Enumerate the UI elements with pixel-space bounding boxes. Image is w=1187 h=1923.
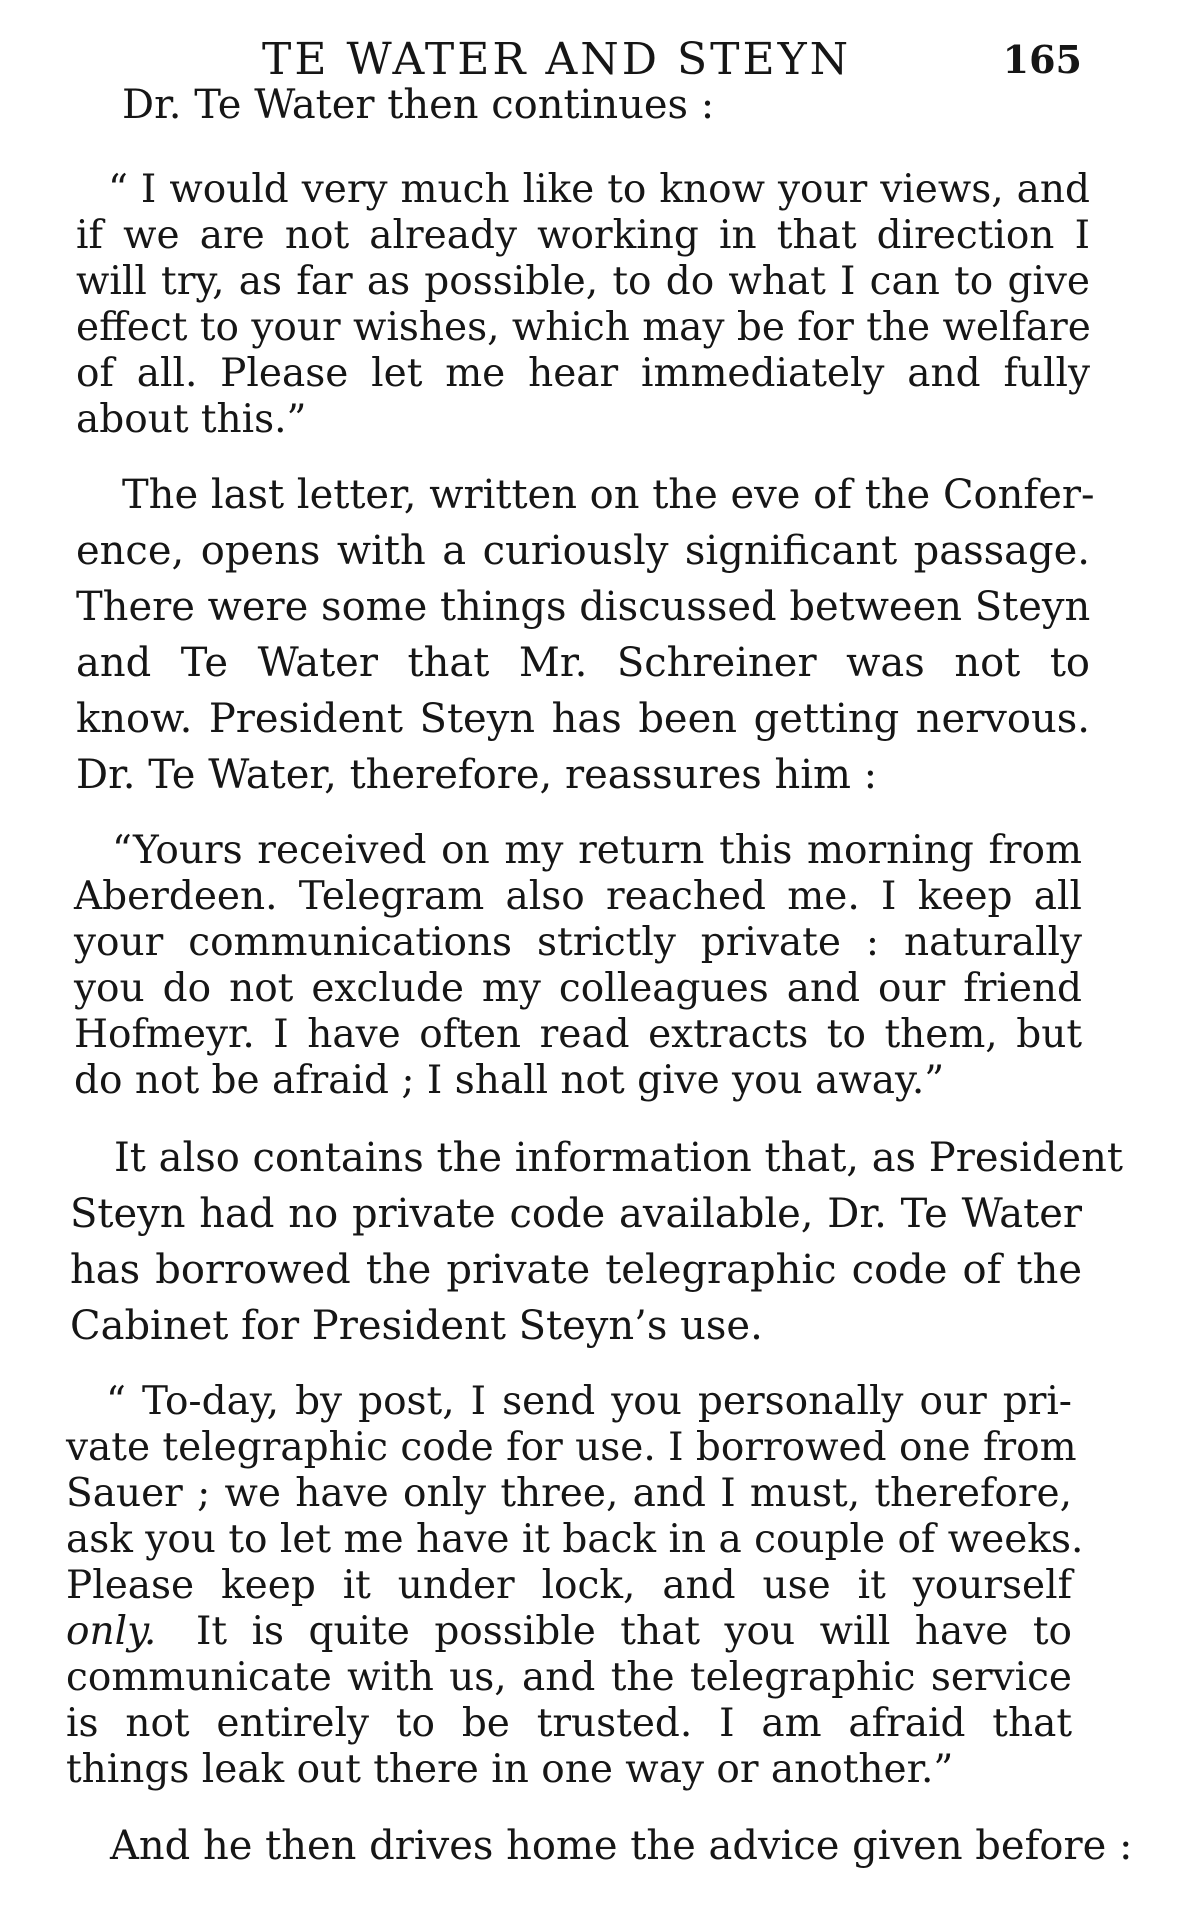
text-line: And he then drives home the advice given before :	[110, 1823, 1133, 1869]
text-line: “Yours received on my return this morning from	[112, 828, 1082, 873]
text-line: vate telegraphic code for use. I borrowed one from	[66, 1425, 1077, 1470]
text-line: and Te Water that Mr. Schreiner was not to	[76, 640, 1090, 686]
text-line: Aberdeen. Telegram also reached me. I keep all	[74, 874, 1082, 919]
text-line: things leak out there in one way or another.”	[66, 1747, 954, 1792]
text-line: ence, opens with a curiously significant passage.	[76, 528, 1090, 574]
text-line: Cabinet for President Steyn’s use.	[70, 1303, 763, 1349]
text-line: Sauer ; we have only three, and I must, therefore,	[66, 1471, 1072, 1516]
text-line: effect to your wishes, which may be for the welfare	[76, 305, 1091, 350]
text-line: Dr. Te Water then continues :	[122, 82, 715, 128]
text-line: “ I would very much like to know your views, and	[108, 167, 1090, 212]
text-line: your communications strictly private : naturally	[74, 920, 1082, 965]
text-line: if we are not already working in that direction I	[76, 213, 1090, 258]
text-line: Please keep it under lock, and use it yourself	[66, 1563, 1072, 1608]
text-line: you do not exclude my colleagues and our friend	[74, 966, 1082, 1011]
text-line: Steyn had no private code available, Dr. Te Water	[70, 1191, 1082, 1237]
text-line: “ To-day, by post, I send you personally our pri-	[106, 1379, 1072, 1424]
text-line: of all. Please let me hear immediately and fully	[76, 351, 1090, 396]
text-line: do not be afraid ; I shall not give you away.”	[74, 1058, 945, 1103]
text-line: It also contains the information that, as President	[114, 1135, 1123, 1181]
text-line: The last letter, written on the eve of the Confer-	[122, 472, 1095, 518]
emphasis-only: only.	[66, 1609, 157, 1654]
text-line: Hofmeyr. I have often read extracts to them, but	[74, 1012, 1082, 1057]
text-line: only. It is quite possible that you will have to	[66, 1609, 1072, 1654]
text-line: Dr. Te Water, therefore, reassures him :	[76, 752, 878, 798]
text-line: ask you to let me have it back in a couple of weeks.	[66, 1517, 1084, 1562]
text-line: know. President Steyn has been getting nervous.	[76, 696, 1090, 742]
text-line: communicate with us, and the telegraphic service	[66, 1655, 1072, 1700]
text-line: is not entirely to be trusted. I am afraid that	[66, 1701, 1072, 1746]
text-line: There were some things discussed between Steyn	[76, 584, 1091, 630]
page-number: 165	[1002, 37, 1082, 82]
text-line: has borrowed the private telegraphic code of the	[70, 1247, 1082, 1293]
running-title: TE WATER AND STEYN	[262, 34, 852, 85]
page-header	[0, 30, 1187, 90]
text-line: about this.”	[76, 397, 307, 442]
text-line: will try, as far as possible, to do what I can to give	[76, 259, 1090, 304]
